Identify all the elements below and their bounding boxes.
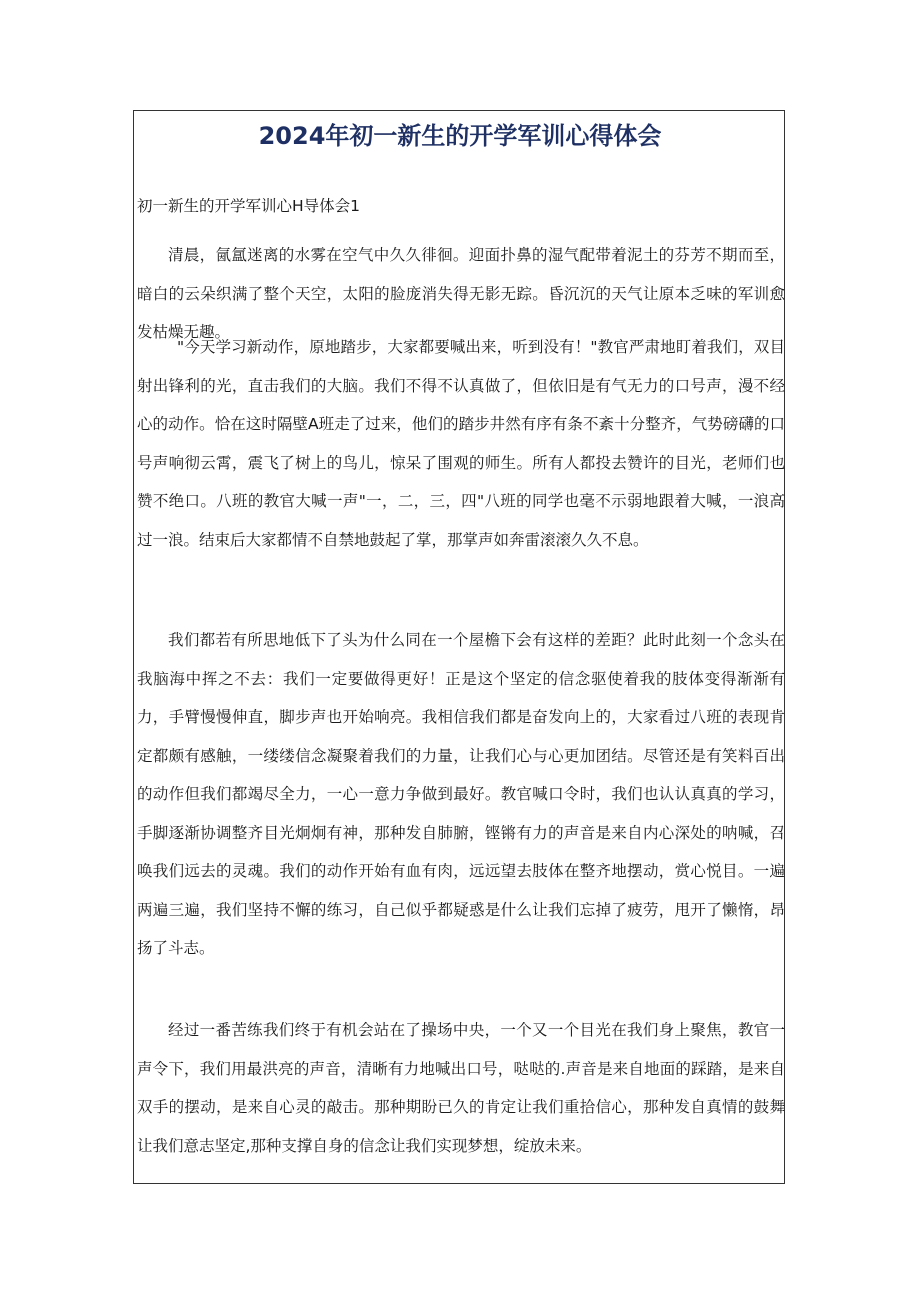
section-heading: 初一新生的开学军训心H导体会1 (137, 197, 361, 215)
paragraph-2: "今天学习新动作，原地踏步，大家都要喊出来，听到没有！"教官严肃地盯着我们，双目射出锋利的光，直击我们的大脑。我们不得不认真做了，但依旧是有气无力的口号声，漫不经心的动作。恰在这时隔壁A班走了过来，他们的踏步井然有序有条不紊十分整齐，气势磅礴的口号声响彻云霄，震飞了树上的鸟儿，惊呆了围观的师生。所有人都投去赞许的目光，老师们也赞不绝口。八班的教官大喊一声"一，二，三，四"八班的同学也毫不示弱地跟着大喊，一浪高过一浪。结束后大家都情不自禁地鼓起了掌，那掌声如奔雷滚滚久久不息。 (137, 338, 785, 549)
paragraph-4: 经过一番苦练我们终于有机会站在了操场中央，一个又一个目光在我们身上聚焦，教官一声令下，我们用最洪亮的声音，清晰有力地喊出口号，哒哒的.声音是来自地面的踩踏，是来自双手的摆动，是来自心灵的敲击。那种期盼已久的肯定让我们重拾信心，那种发自真情的鼓舞让我们意志坚定,那种支撑自身的信念让我们实现梦想，绽放未来。 (137, 1021, 785, 1155)
paragraph-1: 清晨，氤氲迷离的水雾在空气中久久徘徊。迎面扑鼻的湿气配带着泥土的芬芳不期而至，暗白的云朵织满了整个天空，太阳的脸庞消失得无影无踪。昏沉沉的天气让原本乏味的军训愈发枯燥无趣。 (137, 246, 785, 341)
document-title: 2024年初一新生的开学军训心得体会 (258, 122, 662, 150)
paragraph-3: 我们都若有所思地低下了头为什么同在一个屋檐下会有这样的差距？此时此刻一个念头在我脑海中挥之不去：我们一定要做得更好！正是这个坚定的信念驱使着我的肢体变得渐渐有力，手臂慢慢伸直，脚步声也开始响亮。我相信我们都是奋发向上的，大家看过八班的表现肯定都颇有感触，一缕缕信念凝聚着我们的力量，让我们心与心更加团结。尽管还是有笑料百出的动作但我们都竭尽全力，一心一意力争做到最好。教官喊口令时，我们也认认真真的学习，手脚逐渐协调整齐目光炯炯有神，那种发自肺腑，铿锵有力的声音是来自内心深处的呐喊，召唤我们远去的灵魂。我们的动作开始有血有肉，远远望去肢体在整齐地摆动，赏心悦目。一遍两遍三遍，我们坚持不懈的练习，自己似乎都疑惑是什么让我们忘掉了疲劳，甩开了懒惰，昂扬了斗志。 (137, 631, 785, 957)
